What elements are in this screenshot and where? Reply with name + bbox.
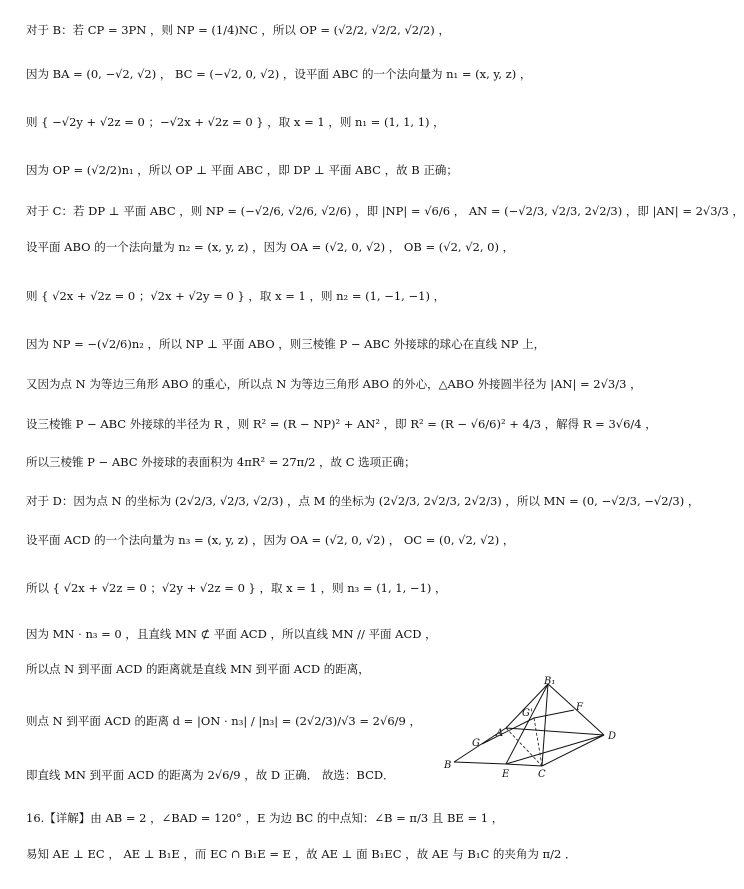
- segment-g1-f: [534, 710, 574, 718]
- text-line: 因为 MN · n₃ = 0 ，且直线 MN ⊄ 平面 ACD ，所以直线 MN // 平面 ACD ，: [26, 627, 437, 641]
- edge-be: [454, 762, 506, 764]
- label-b: B: [444, 760, 452, 771]
- text-line: 设平面 ACD 的一个法向量为 n₃ = (x, y, z) ，因为 OA = (√2, 0, √2) ， OC = (0, √2, √2) ，: [26, 533, 515, 547]
- text-line: 则点 N 到平面 ACD 的距离 d = |ON · n₃| / |n₃| = (2√2/3)/√3 = 2√6/9 ，: [26, 714, 421, 728]
- label-e: E: [502, 769, 510, 780]
- text-line: 因为 BA = (0, −√2, √2) ， BC = (−√2, 0, √2) ，设平面 ABC 的一个法向量为 n₁ = (x, y, z) ，: [26, 67, 532, 81]
- text-line: 对于 D：因为点 N 的坐标为 (2√2/3, √2/3, √2/3) ，点 M 的坐标为 (2√2/3, 2√2/3, 2√2/3) ，所以 MN = (0, −√2/3, −√2/3) ，: [26, 494, 700, 508]
- text-line: 所以 { √2x + √2z = 0 ；√2y + √2z = 0 } ，取 x = 1 ，则 n₃ = (1, 1, −1) ，: [26, 581, 447, 595]
- text-line: 对于 C：若 DP ⊥ 平面 ABC ，则 NP = (−√2/6, √2/6, √2/6) ，即 |NP| = √6/6 ， AN = (−√2/3, √2/3, 2√2/3) ，即 |AN| = 2√3/3 ，: [26, 204, 744, 218]
- label-d: D: [608, 731, 617, 742]
- text-line: 所以三棱锥 P − ABC 外接球的表面积为 4πR² = 27π/2 ，故 C 选项正确；: [26, 455, 416, 469]
- label-c: C: [538, 769, 546, 780]
- pyramid-diagram: [438, 676, 660, 790]
- pyramid-figure: [438, 676, 660, 790]
- label-g: G: [472, 738, 480, 749]
- text-line: 因为 NP = −(√2/6)n₂ ，所以 NP ⊥ 平面 ABO ，则三棱锥 P − ABC 外接球的球心在直线 NP 上，: [26, 337, 546, 351]
- text-line: 又因为点 N 为等边三角形 ABO 的重心，所以点 N 为等边三角形 ABO 的外心，△ABO 外接圆半径为 |AN| = 2√3/3 ，: [26, 377, 642, 391]
- label-f: F: [576, 702, 583, 713]
- label-b1: B₁: [544, 676, 556, 687]
- edge-b1e: [506, 684, 548, 764]
- text-line: 所以点 N 到平面 ACD 的距离就是直线 MN 到平面 ACD 的距离，: [26, 662, 370, 676]
- text-line: 即直线 MN 到平面 ACD 的距离为 2√6/9 ，故 D 正确． 故选：BCD．: [26, 768, 395, 782]
- text-line: 因为 OP = (√2/2)n₁ ，所以 OP ⊥ 平面 ABC ，即 DP ⊥ 平面 ABC ，故 B 正确；: [26, 163, 458, 177]
- text-line: 则 { −√2y + √2z = 0 ；−√2x + √2z = 0 } ，取 x = 1 ，则 n₁ = (1, 1, 1) ，: [26, 115, 445, 129]
- text-line: 对于 B：若 CP = 3PN ，则 NP = (1/4)NC ，所以 OP = (√2/2, √2/2, √2/2) ，: [26, 23, 450, 37]
- text-line: 易知 AE ⊥ EC ， AE ⊥ B₁E ，而 EC ∩ B₁E = E ，故 AE ⊥ 面 B₁EC ，故 AE 与 B₁C 的夹角为 π/2 ．: [26, 847, 577, 861]
- text-line: 设三棱锥 P − ABC 外接球的半径为 R ，则 R² = (R − NP)² + AN² ，即 R² = (R − √6/6)² + 4/3 ，解得 R = 3√6/4 ，: [26, 417, 657, 431]
- edge-ad: [506, 728, 604, 735]
- label-a: A: [496, 728, 504, 739]
- text-line: 16.【详解】由 AB = 2 ，∠BAD = 120° ，E 为边 BC 的中点知：∠B = π/3 且 BE = 1 ，: [26, 811, 504, 825]
- text-line: 设平面 ABO 的一个法向量为 n₂ = (x, y, z) ，因为 OA = (√2, 0, √2) ， OB = (√2, √2, 0) ，: [26, 240, 515, 254]
- edge-b1c: [542, 684, 548, 766]
- edge-ec: [506, 764, 542, 766]
- label-g1: G': [522, 708, 533, 719]
- text-line: 则 { √2x + √2z = 0 ；√2x + √2y = 0 } ，取 x = 1 ，则 n₂ = (1, −1, −1) ，: [26, 289, 446, 303]
- segment-g-g1: [482, 718, 534, 744]
